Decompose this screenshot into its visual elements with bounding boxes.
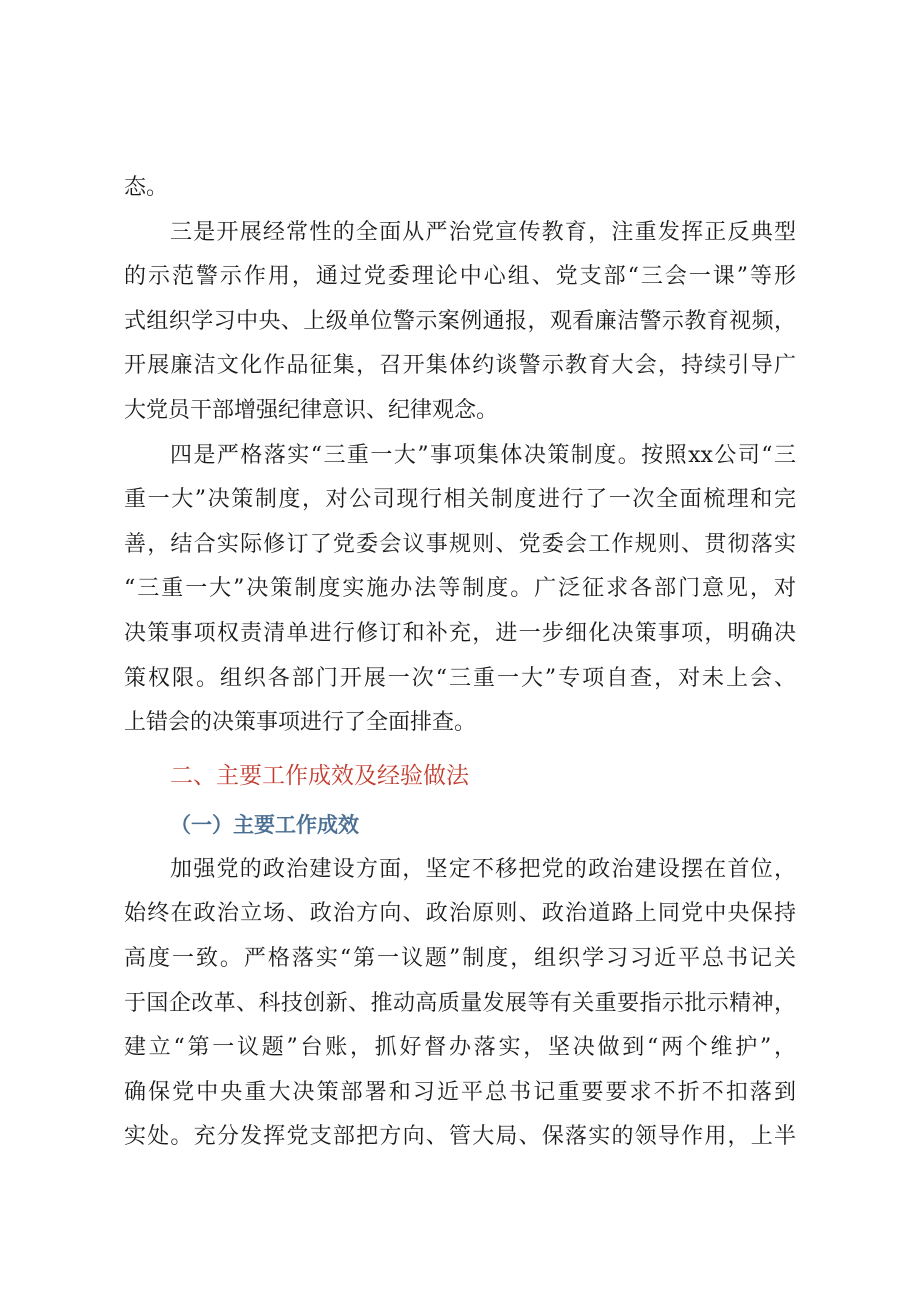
text-line: “三重一大”决策制度实施办法等制度。广泛征求各部门意见，对: [124, 576, 796, 602]
text-line: 态。: [124, 175, 169, 200]
text-line: 式组织学习中央、上级单位警示案例通报，观看廉洁警示教育视频，: [124, 308, 796, 334]
text-line: 三是开展经常性的全面从严治党宣传教育，注重发挥正反典型: [170, 219, 796, 245]
text-line: 的示范警示作用，通过党委理论中心组、党支部“三会一课”等形: [124, 264, 796, 290]
text-line: 重一大”决策制度，对公司现行相关制度进行了一次全面梳理和完: [124, 487, 796, 513]
subsection-heading: （一）主要工作成效: [170, 811, 359, 837]
text-line: 于国企改革、科技创新、推动高质量发展等有关重要指示批示精神，: [124, 990, 796, 1016]
text-line: 加强党的政治建设方面，坚定不移把党的政治建设摆在首位，: [170, 856, 796, 882]
text-line: 善，结合实际修订了党委会议事规则、党委会工作规则、贯彻落实: [124, 531, 796, 557]
text-line: 确保党中央重大决策部署和习近平总书记重要要求不折不扣落到: [124, 1079, 796, 1105]
text-line: 开展廉洁文化作品征集，召开集体约谈警示教育大会，持续引导广: [124, 353, 796, 379]
text-line: 上错会的决策事项进行了全面排查。: [124, 710, 477, 736]
text-line: 四是严格落实“三重一大”事项集体决策制度。按照xx公司“三: [170, 442, 796, 468]
text-line: 始终在政治立场、政治方向、政治原则、政治道路上同党中央保持: [124, 901, 796, 927]
text-line: 策权限。组织各部门开展一次“三重一大”专项自查，对未上会、: [124, 665, 796, 691]
text-line: 实处。充分发挥党支部把方向、管大局、保落实的领导作用，上半: [124, 1124, 796, 1150]
text-line: 建立“第一议题”台账，抓好督办落实，坚决做到“两个维护”，: [124, 1035, 796, 1061]
text-line: 高度一致。严格落实“第一议题”制度，组织学习习近平总书记关: [124, 945, 796, 971]
section-heading: 二、主要工作成效及经验做法: [170, 762, 469, 789]
text-line: 决策事项权责清单进行修订和补充，进一步细化决策事项，明确决: [124, 620, 796, 646]
text-line: 大党员干部增强纪律意识、纪律观念。: [124, 397, 499, 423]
document-body: [124, 166, 796, 1160]
